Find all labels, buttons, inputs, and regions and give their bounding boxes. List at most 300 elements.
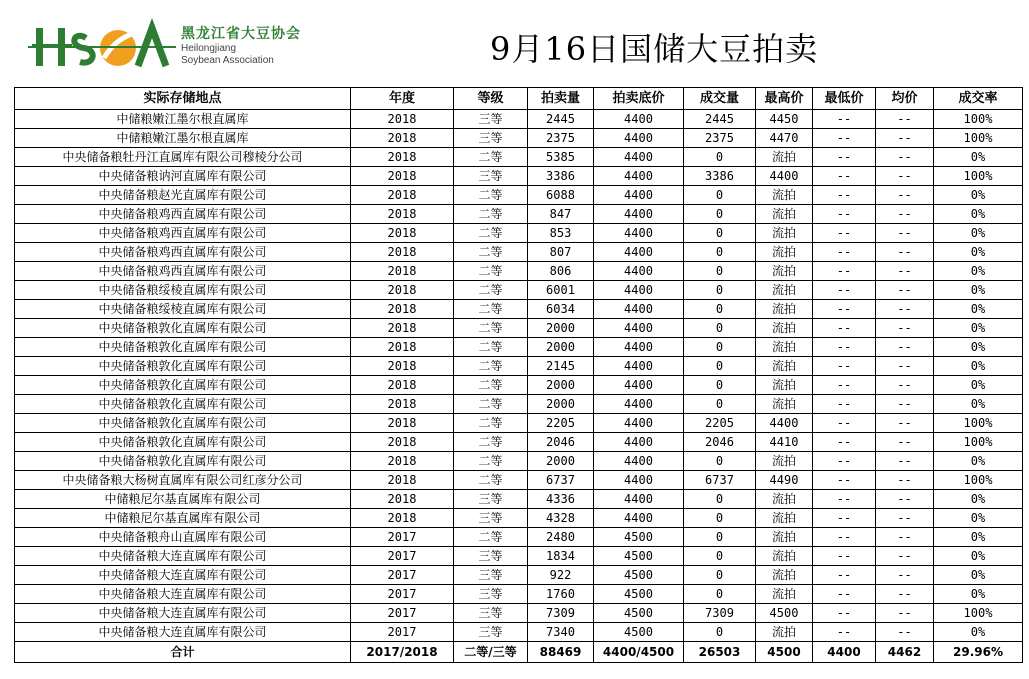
cell-year: 2018 (351, 129, 454, 148)
cell-lowest-price: -- (813, 509, 876, 528)
cell-lowest-price: -- (813, 376, 876, 395)
cell-average-price: -- (876, 357, 934, 376)
table-row (15, 319, 1023, 338)
cell-grade: 二等 (454, 243, 528, 262)
cell-highest-price: 流拍 (756, 490, 813, 509)
cell-average-price: -- (876, 281, 934, 300)
cell-average-price: -- (876, 566, 934, 585)
cell-reserve-price: 4400 (594, 167, 684, 186)
table-row (15, 129, 1023, 148)
cell-location: 中储粮嫩江墨尔根直属库 (15, 110, 351, 129)
cell-year: 2018 (351, 395, 454, 414)
logo-name-cn: 黑龙江省大豆协会 (181, 26, 301, 42)
cell-grade: 二等 (454, 528, 528, 547)
cell-location: 中央储备粮讷河直属库有限公司 (15, 167, 351, 186)
cell-lowest-price: -- (813, 110, 876, 129)
cell-year: 2018 (351, 338, 454, 357)
cell-reserve-price: 4400 (594, 262, 684, 281)
cell-auction-volume: 922 (528, 566, 594, 585)
cell-highest-price: 流拍 (756, 319, 813, 338)
cell-deal-volume: 0 (684, 528, 756, 547)
cell-deal-rate: 0% (934, 357, 1023, 376)
cell-location: 中央储备粮敦化直属库有限公司 (15, 433, 351, 452)
cell-lowest-price: -- (813, 205, 876, 224)
cell-average-price: -- (876, 547, 934, 566)
cell-highest-price: 4450 (756, 110, 813, 129)
cell-auction-volume: 2046 (528, 433, 594, 452)
cell-location: 中央储备粮敦化直属库有限公司 (15, 319, 351, 338)
cell-average-price: -- (876, 148, 934, 167)
cell-highest-price: 流拍 (756, 338, 813, 357)
cell-grade: 三等 (454, 167, 528, 186)
cell-auction-volume: 2000 (528, 338, 594, 357)
cell-highest-price: 流拍 (756, 509, 813, 528)
cell-deal-rate: 0% (934, 300, 1023, 319)
cell-deal-rate: 0% (934, 623, 1023, 642)
cell-deal-rate: 0% (934, 319, 1023, 338)
cell-year: 2018 (351, 110, 454, 129)
cell-deal-rate: 0% (934, 338, 1023, 357)
cell-reserve-price: 4500 (594, 623, 684, 642)
cell-deal-rate: 100% (934, 414, 1023, 433)
cell-lowest-price: -- (813, 357, 876, 376)
cell-location: 中央储备粮鸡西直属库有限公司 (15, 243, 351, 262)
auction-table (14, 87, 1023, 663)
total-average-price: 4462 (876, 642, 934, 663)
cell-auction-volume: 7340 (528, 623, 594, 642)
cell-highest-price: 4500 (756, 604, 813, 623)
cell-location: 中央储备粮绥棱直属库有限公司 (15, 300, 351, 319)
cell-lowest-price: -- (813, 471, 876, 490)
total-deal-volume: 26503 (684, 642, 756, 663)
cell-deal-volume: 0 (684, 148, 756, 167)
table-row (15, 433, 1023, 452)
cell-highest-price: 流拍 (756, 395, 813, 414)
cell-grade: 二等 (454, 414, 528, 433)
cell-deal-volume: 7309 (684, 604, 756, 623)
cell-average-price: -- (876, 433, 934, 452)
cell-reserve-price: 4500 (594, 604, 684, 623)
cell-year: 2018 (351, 452, 454, 471)
cell-highest-price: 流拍 (756, 262, 813, 281)
cell-lowest-price: -- (813, 490, 876, 509)
cell-deal-volume: 0 (684, 376, 756, 395)
table-row (15, 281, 1023, 300)
cell-deal-rate: 0% (934, 262, 1023, 281)
cell-auction-volume: 806 (528, 262, 594, 281)
table-row (15, 547, 1023, 566)
cell-deal-volume: 0 (684, 357, 756, 376)
cell-reserve-price: 4500 (594, 566, 684, 585)
cell-lowest-price: -- (813, 338, 876, 357)
total-year: 2017/2018 (351, 642, 454, 663)
cell-reserve-price: 4400 (594, 490, 684, 509)
total-deal-rate: 29.96% (934, 642, 1023, 663)
cell-auction-volume: 1760 (528, 585, 594, 604)
cell-average-price: -- (876, 471, 934, 490)
cell-reserve-price: 4400 (594, 395, 684, 414)
cell-location: 中央储备粮敦化直属库有限公司 (15, 338, 351, 357)
cell-reserve-price: 4400 (594, 224, 684, 243)
cell-location: 中央储备粮鸡西直属库有限公司 (15, 205, 351, 224)
cell-deal-volume: 0 (684, 509, 756, 528)
cell-highest-price: 4400 (756, 167, 813, 186)
cell-highest-price: 流拍 (756, 148, 813, 167)
cell-reserve-price: 4400 (594, 205, 684, 224)
cell-year: 2018 (351, 471, 454, 490)
header (0, 0, 1029, 86)
cell-location: 中央储备粮敦化直属库有限公司 (15, 376, 351, 395)
cell-reserve-price: 4400 (594, 186, 684, 205)
cell-lowest-price: -- (813, 547, 876, 566)
total-label: 合计 (15, 642, 351, 663)
cell-location: 中央储备粮大连直属库有限公司 (15, 547, 351, 566)
cell-location: 中储粮尼尔基直属库有限公司 (15, 509, 351, 528)
cell-location: 中央储备粮鸡西直属库有限公司 (15, 262, 351, 281)
cell-reserve-price: 4400 (594, 300, 684, 319)
cell-auction-volume: 847 (528, 205, 594, 224)
table-row (15, 338, 1023, 357)
col-reserve-price: 拍卖底价 (594, 88, 684, 110)
cell-year: 2018 (351, 205, 454, 224)
col-deal-rate: 成交率 (934, 88, 1023, 110)
cell-year: 2018 (351, 433, 454, 452)
col-lowest-price: 最低价 (813, 88, 876, 110)
cell-highest-price: 4400 (756, 414, 813, 433)
cell-location: 中央储备粮大连直属库有限公司 (15, 623, 351, 642)
table-row (15, 623, 1023, 642)
cell-average-price: -- (876, 243, 934, 262)
cell-year: 2018 (351, 167, 454, 186)
cell-reserve-price: 4400 (594, 129, 684, 148)
table-row (15, 243, 1023, 262)
cell-lowest-price: -- (813, 433, 876, 452)
cell-location: 中央储备粮敦化直属库有限公司 (15, 357, 351, 376)
cell-location: 中储粮嫩江墨尔根直属库 (15, 129, 351, 148)
cell-highest-price: 流拍 (756, 452, 813, 471)
cell-reserve-price: 4400 (594, 433, 684, 452)
cell-reserve-price: 4400 (594, 414, 684, 433)
cell-year: 2017 (351, 547, 454, 566)
cell-year: 2017 (351, 604, 454, 623)
cell-year: 2018 (351, 224, 454, 243)
table-row (15, 585, 1023, 604)
cell-average-price: -- (876, 205, 934, 224)
cell-average-price: -- (876, 167, 934, 186)
cell-lowest-price: -- (813, 129, 876, 148)
cell-highest-price: 流拍 (756, 300, 813, 319)
cell-auction-volume: 2445 (528, 110, 594, 129)
cell-lowest-price: -- (813, 167, 876, 186)
cell-auction-volume: 6737 (528, 471, 594, 490)
cell-deal-volume: 0 (684, 547, 756, 566)
cell-grade: 二等 (454, 319, 528, 338)
cell-location: 中央储备粮绥棱直属库有限公司 (15, 281, 351, 300)
cell-auction-volume: 6034 (528, 300, 594, 319)
cell-average-price: -- (876, 528, 934, 547)
table-row (15, 604, 1023, 623)
cell-lowest-price: -- (813, 585, 876, 604)
cell-deal-volume: 0 (684, 490, 756, 509)
cell-average-price: -- (876, 319, 934, 338)
cell-deal-volume: 6737 (684, 471, 756, 490)
cell-lowest-price: -- (813, 300, 876, 319)
cell-deal-volume: 0 (684, 205, 756, 224)
cell-grade: 三等 (454, 566, 528, 585)
cell-lowest-price: -- (813, 528, 876, 547)
cell-location: 中央储备粮鸡西直属库有限公司 (15, 224, 351, 243)
logo-name-en-line1: Heilongjiang (181, 43, 237, 54)
cell-auction-volume: 3386 (528, 167, 594, 186)
cell-year: 2018 (351, 414, 454, 433)
total-auction-volume: 88469 (528, 642, 594, 663)
cell-location: 中央储备粮大杨树直属库有限公司红彦分公司 (15, 471, 351, 490)
cell-lowest-price: -- (813, 186, 876, 205)
cell-location: 中央储备粮大连直属库有限公司 (15, 566, 351, 585)
hsa-logo-mark-icon (28, 18, 178, 76)
cell-year: 2018 (351, 490, 454, 509)
cell-reserve-price: 4400 (594, 243, 684, 262)
cell-year: 2018 (351, 186, 454, 205)
cell-deal-rate: 0% (934, 186, 1023, 205)
cell-highest-price: 流拍 (756, 224, 813, 243)
cell-grade: 二等 (454, 471, 528, 490)
table-header-row (15, 88, 1023, 110)
table-row (15, 167, 1023, 186)
cell-auction-volume: 6001 (528, 281, 594, 300)
cell-grade: 三等 (454, 509, 528, 528)
table-row (15, 262, 1023, 281)
cell-grade: 二等 (454, 205, 528, 224)
cell-lowest-price: -- (813, 262, 876, 281)
cell-average-price: -- (876, 129, 934, 148)
cell-grade: 二等 (454, 357, 528, 376)
cell-auction-volume: 2145 (528, 357, 594, 376)
cell-average-price: -- (876, 224, 934, 243)
cell-reserve-price: 4400 (594, 148, 684, 167)
association-logo (28, 18, 358, 76)
cell-deal-rate: 0% (934, 281, 1023, 300)
cell-reserve-price: 4400 (594, 357, 684, 376)
cell-deal-volume: 2046 (684, 433, 756, 452)
cell-year: 2018 (351, 243, 454, 262)
cell-grade: 二等 (454, 433, 528, 452)
cell-average-price: -- (876, 376, 934, 395)
cell-grade: 三等 (454, 604, 528, 623)
total-highest-price: 4500 (756, 642, 813, 663)
col-highest-price: 最高价 (756, 88, 813, 110)
cell-highest-price: 流拍 (756, 566, 813, 585)
col-location: 实际存储地点 (15, 88, 351, 110)
cell-deal-rate: 0% (934, 547, 1023, 566)
cell-highest-price: 流拍 (756, 186, 813, 205)
cell-highest-price: 流拍 (756, 205, 813, 224)
cell-deal-rate: 100% (934, 129, 1023, 148)
cell-grade: 三等 (454, 110, 528, 129)
cell-year: 2017 (351, 623, 454, 642)
cell-average-price: -- (876, 452, 934, 471)
table-row (15, 357, 1023, 376)
cell-year: 2018 (351, 509, 454, 528)
cell-average-price: -- (876, 490, 934, 509)
table-row (15, 509, 1023, 528)
cell-auction-volume: 6088 (528, 186, 594, 205)
cell-location: 中央储备粮大连直属库有限公司 (15, 585, 351, 604)
cell-lowest-price: -- (813, 414, 876, 433)
cell-highest-price: 流拍 (756, 243, 813, 262)
cell-location: 中央储备粮敦化直属库有限公司 (15, 414, 351, 433)
cell-auction-volume: 5385 (528, 148, 594, 167)
cell-year: 2018 (351, 148, 454, 167)
cell-grade: 三等 (454, 623, 528, 642)
cell-auction-volume: 7309 (528, 604, 594, 623)
cell-deal-rate: 0% (934, 224, 1023, 243)
cell-reserve-price: 4500 (594, 547, 684, 566)
cell-grade: 三等 (454, 490, 528, 509)
cell-deal-volume: 0 (684, 281, 756, 300)
cell-lowest-price: -- (813, 604, 876, 623)
cell-average-price: -- (876, 623, 934, 642)
cell-reserve-price: 4400 (594, 471, 684, 490)
cell-lowest-price: -- (813, 148, 876, 167)
cell-lowest-price: -- (813, 395, 876, 414)
cell-deal-rate: 0% (934, 585, 1023, 604)
cell-year: 2018 (351, 262, 454, 281)
cell-highest-price: 流拍 (756, 357, 813, 376)
cell-reserve-price: 4400 (594, 110, 684, 129)
cell-reserve-price: 4400 (594, 338, 684, 357)
table-row (15, 110, 1023, 129)
cell-auction-volume: 2000 (528, 376, 594, 395)
cell-deal-volume: 3386 (684, 167, 756, 186)
cell-highest-price: 4490 (756, 471, 813, 490)
cell-auction-volume: 4336 (528, 490, 594, 509)
cell-highest-price: 流拍 (756, 547, 813, 566)
cell-deal-rate: 0% (934, 205, 1023, 224)
cell-grade: 二等 (454, 262, 528, 281)
cell-average-price: -- (876, 395, 934, 414)
cell-lowest-price: -- (813, 452, 876, 471)
cell-average-price: -- (876, 186, 934, 205)
cell-deal-volume: 0 (684, 566, 756, 585)
cell-auction-volume: 2480 (528, 528, 594, 547)
cell-year: 2018 (351, 376, 454, 395)
cell-lowest-price: -- (813, 623, 876, 642)
cell-location: 中央储备粮大连直属库有限公司 (15, 604, 351, 623)
cell-grade: 三等 (454, 547, 528, 566)
table-row (15, 566, 1023, 585)
table-row (15, 452, 1023, 471)
cell-year: 2018 (351, 281, 454, 300)
cell-auction-volume: 4328 (528, 509, 594, 528)
total-grade: 二等/三等 (454, 642, 528, 663)
cell-reserve-price: 4400 (594, 509, 684, 528)
cell-deal-volume: 0 (684, 186, 756, 205)
table-row (15, 300, 1023, 319)
cell-highest-price: 流拍 (756, 585, 813, 604)
cell-auction-volume: 2000 (528, 319, 594, 338)
cell-deal-rate: 100% (934, 433, 1023, 452)
cell-lowest-price: -- (813, 243, 876, 262)
table-row (15, 376, 1023, 395)
table-row (15, 224, 1023, 243)
cell-auction-volume: 2000 (528, 452, 594, 471)
cell-auction-volume: 807 (528, 243, 594, 262)
total-row (15, 642, 1023, 663)
cell-auction-volume: 1834 (528, 547, 594, 566)
total-lowest-price: 4400 (813, 642, 876, 663)
table-row (15, 528, 1023, 547)
cell-average-price: -- (876, 262, 934, 281)
cell-deal-volume: 0 (684, 262, 756, 281)
cell-year: 2017 (351, 528, 454, 547)
cell-average-price: -- (876, 338, 934, 357)
cell-average-price: -- (876, 414, 934, 433)
cell-year: 2018 (351, 319, 454, 338)
cell-deal-rate: 100% (934, 604, 1023, 623)
cell-deal-rate: 100% (934, 110, 1023, 129)
total-reserve-price: 4400/4500 (594, 642, 684, 663)
cell-deal-rate: 0% (934, 395, 1023, 414)
cell-highest-price: 4470 (756, 129, 813, 148)
cell-highest-price: 流拍 (756, 376, 813, 395)
cell-grade: 二等 (454, 452, 528, 471)
cell-location: 中央储备粮敦化直属库有限公司 (15, 395, 351, 414)
page-title: 9月16日国储大豆拍卖 (490, 30, 819, 68)
cell-auction-volume: 853 (528, 224, 594, 243)
cell-grade: 二等 (454, 338, 528, 357)
cell-deal-rate: 0% (934, 243, 1023, 262)
table-row (15, 148, 1023, 167)
cell-deal-rate: 0% (934, 490, 1023, 509)
cell-deal-volume: 0 (684, 224, 756, 243)
cell-deal-volume: 2445 (684, 110, 756, 129)
table-row (15, 414, 1023, 433)
cell-highest-price: 流拍 (756, 528, 813, 547)
cell-deal-rate: 0% (934, 148, 1023, 167)
cell-highest-price: 流拍 (756, 281, 813, 300)
cell-auction-volume: 2000 (528, 395, 594, 414)
table-row (15, 395, 1023, 414)
cell-lowest-price: -- (813, 319, 876, 338)
cell-deal-volume: 2375 (684, 129, 756, 148)
cell-lowest-price: -- (813, 566, 876, 585)
cell-average-price: -- (876, 509, 934, 528)
cell-deal-rate: 0% (934, 528, 1023, 547)
cell-deal-rate: 0% (934, 509, 1023, 528)
col-year: 年度 (351, 88, 454, 110)
cell-highest-price: 流拍 (756, 623, 813, 642)
cell-deal-volume: 0 (684, 338, 756, 357)
cell-grade: 二等 (454, 224, 528, 243)
cell-average-price: -- (876, 300, 934, 319)
cell-location: 中央储备粮赵光直属库有限公司 (15, 186, 351, 205)
cell-grade: 二等 (454, 148, 528, 167)
cell-year: 2017 (351, 585, 454, 604)
cell-reserve-price: 4500 (594, 528, 684, 547)
cell-deal-volume: 0 (684, 319, 756, 338)
cell-highest-price: 4410 (756, 433, 813, 452)
cell-auction-volume: 2375 (528, 129, 594, 148)
cell-deal-rate: 100% (934, 167, 1023, 186)
cell-reserve-price: 4400 (594, 376, 684, 395)
cell-grade: 二等 (454, 300, 528, 319)
cell-deal-volume: 0 (684, 395, 756, 414)
cell-average-price: -- (876, 585, 934, 604)
cell-lowest-price: -- (813, 281, 876, 300)
table-row (15, 490, 1023, 509)
col-average-price: 均价 (876, 88, 934, 110)
